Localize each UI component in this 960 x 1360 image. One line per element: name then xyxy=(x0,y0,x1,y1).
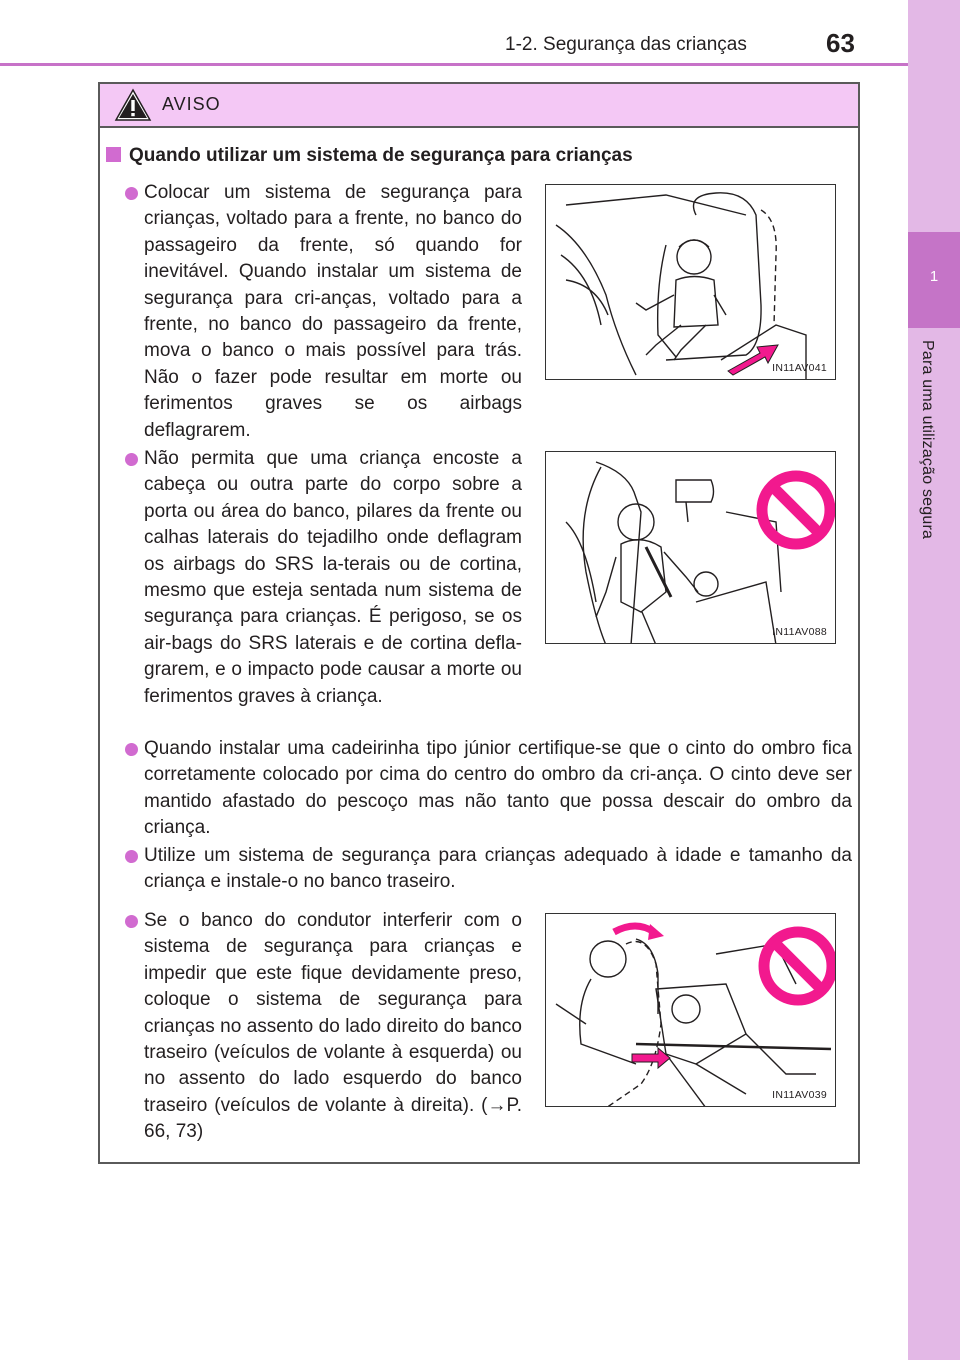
header-divider xyxy=(0,63,908,66)
figure-code: IN11AV039 xyxy=(772,1089,827,1101)
bullet-dot-icon xyxy=(125,743,138,756)
bullet-item xyxy=(144,736,852,842)
bullet-text: Colocar um sistema de segurança para crianças, voltado para a frente, no banco do passageiro da frente, só quando for inevitável. Quando instalar um sistema de segurança para cri-anças, voltado para a frente, no banco do passageiro da frente, mova o banco o mais possível para trás. Não o fazer pode resultar em morte ou ferimentos graves se os airbags deflagrarem. xyxy=(144,182,522,441)
figure-child-near-door xyxy=(545,451,836,644)
chapter-label: Para uma utilização segura xyxy=(919,340,936,540)
bullet-text: Se o banco do condutor interferir com o sistema de segurança para crianças e impedir que este fique devidamente preso, coloque o sistema de segurança para crianças no assento do lado direito do banco traseiro (veículos de volante à esquerda) ou no assento do lado esquerdo do banco traseiro (veículos de volante à direita). (→P. 66, 73) xyxy=(144,910,522,1143)
warning-triangle-icon xyxy=(114,88,152,122)
bullet-text: Quando instalar uma cadeirinha tipo júnior certifique-se que o cinto do ombro fica corretamente colocado por cima do centro do ombro da cri-ança. O cinto deve ser mantido afastado do pescoço mas não tanto que possa descair do ombro da criança. xyxy=(144,738,852,839)
section-heading-text: Quando utilizar um sistema de segurança para crianças xyxy=(129,145,633,166)
bullet-dot-icon xyxy=(125,453,138,466)
section-heading xyxy=(106,145,633,167)
warning-label: AVISO xyxy=(162,94,221,114)
bullet-item xyxy=(144,843,852,896)
bullet-item xyxy=(144,908,522,1146)
figure-code: IN11AV041 xyxy=(772,362,827,374)
bullet-dot-icon xyxy=(125,850,138,863)
bullet-text: Não permita que uma criança encoste a cabeça ou outra parte do corpo sobre a porta ou área do banco, pilares da frente ou calhas laterais do tejadilho onde deflagram os airbags do SRS la-terais ou de cortina, mesmo que esteja sentada num sistema de segurança para crianças. É perigoso, se os air-bags do SRS laterais e de cortina defla-grarem, e o impacto pode causar a morte ou ferimentos graves à criança. xyxy=(144,448,522,707)
page-number: 63 xyxy=(826,28,855,58)
chapter-number: 1 xyxy=(929,268,939,285)
chapter-side-tab xyxy=(908,0,960,1360)
figure-code: IN11AV088 xyxy=(772,626,827,638)
bullet-text: Utilize um sistema de segurança para crianças adequado à idade e tamanho da criança e instale-o no banco traseiro. xyxy=(144,845,852,893)
section-title: 1-2. Segurança das crianças xyxy=(505,34,747,55)
driver-seat-interference-prohibited-illustration-icon xyxy=(546,914,836,1107)
figure-forward-facing-seat xyxy=(545,184,836,380)
figure-driver-seat-interference xyxy=(545,913,836,1107)
square-bullet-icon xyxy=(106,147,121,162)
warning-header xyxy=(100,84,858,128)
forward-facing-child-seat-illustration-icon xyxy=(546,185,836,380)
child-leaning-on-door-prohibited-illustration-icon xyxy=(546,452,836,644)
bullet-item xyxy=(144,446,522,710)
bullet-dot-icon xyxy=(125,187,138,200)
bullet-dot-icon xyxy=(125,915,138,928)
bullet-item xyxy=(144,180,522,444)
